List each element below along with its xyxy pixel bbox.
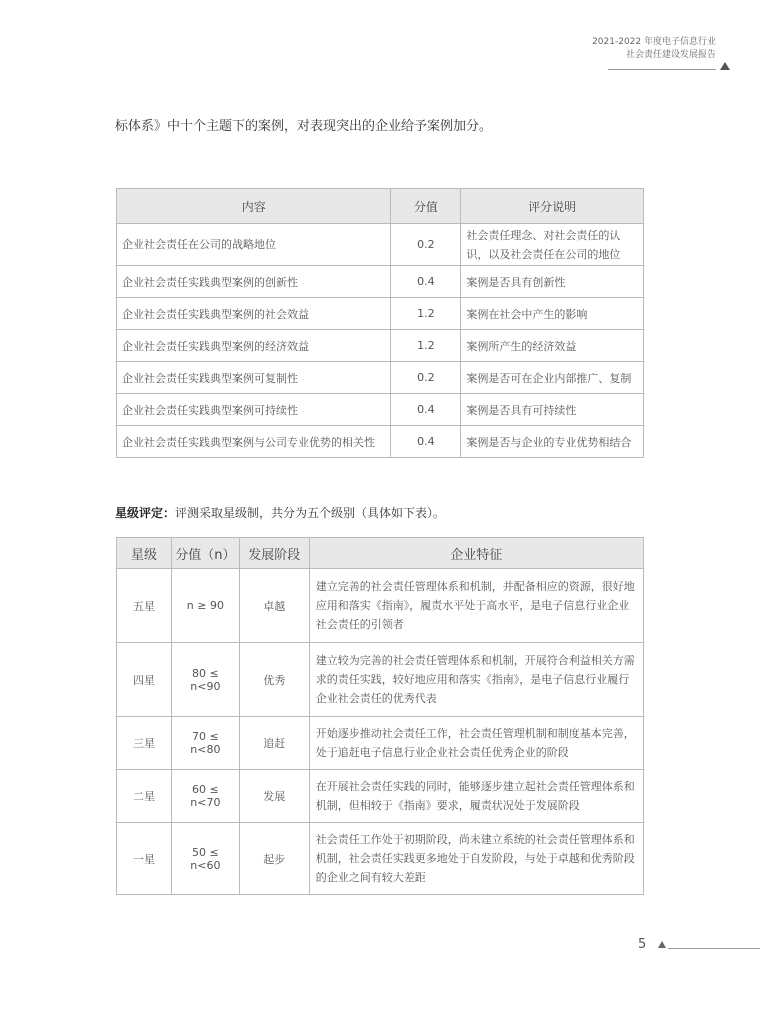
row-star: 三星 bbox=[117, 717, 172, 770]
row-content: 企业社会责任在公司的战略地位 bbox=[117, 224, 391, 266]
row-star: 四星 bbox=[117, 643, 172, 717]
star-rating-text: 评测采取星级制，共分为五个级别（具体如下表）。 bbox=[175, 506, 446, 520]
row-range: n ≥ 90 bbox=[171, 569, 239, 643]
table-row bbox=[117, 266, 644, 298]
column-header-stage: 发展阶段 bbox=[239, 538, 309, 569]
row-note: 案例是否可在企业内部推广、复制 bbox=[461, 362, 644, 394]
row-content: 企业社会责任实践典型案例的经济效益 bbox=[117, 330, 391, 362]
row-score: 0.4 bbox=[391, 426, 461, 458]
row-feature: 建立完善的社会责任管理体系和机制，并配备相应的资源，很好地应用和落实《指南》，履责水平处于高水平，是电子信息行业企业社会责任的引领者 bbox=[309, 569, 643, 643]
table-row bbox=[117, 362, 644, 394]
table-row bbox=[117, 569, 644, 643]
intro-paragraph: 标体系》中十个主题下的案例，对表现突出的企业给予案例加分。 bbox=[115, 119, 493, 134]
table-row bbox=[117, 224, 644, 266]
table-row bbox=[117, 298, 644, 330]
table-header-row bbox=[117, 538, 644, 569]
running-header bbox=[592, 36, 716, 62]
table-row bbox=[117, 717, 644, 770]
row-range: 60 ≤ n<70 bbox=[171, 770, 239, 823]
page-number: 5 bbox=[638, 937, 647, 952]
row-range: 50 ≤ n<60 bbox=[171, 823, 239, 895]
column-header-score: 分值 bbox=[391, 189, 461, 224]
star-rating-table bbox=[116, 537, 644, 895]
row-star: 二星 bbox=[117, 770, 172, 823]
row-star: 五星 bbox=[117, 569, 172, 643]
table-row bbox=[117, 643, 644, 717]
row-note: 案例所产生的经济效益 bbox=[461, 330, 644, 362]
header-triangle-icon bbox=[720, 62, 730, 70]
row-stage: 卓越 bbox=[239, 569, 309, 643]
table-row bbox=[117, 426, 644, 458]
row-feature: 社会责任工作处于初期阶段，尚未建立系统的社会责任管理体系和机制，社会责任实践更多地处于自发阶段，与处于卓越和优秀阶段的企业之间有较大差距 bbox=[309, 823, 643, 895]
star-rating-label: 星级评定： bbox=[115, 506, 176, 520]
row-score: 1.2 bbox=[391, 298, 461, 330]
row-content: 企业社会责任实践典型案例可持续性 bbox=[117, 394, 391, 426]
header-line-2: 社会责任建设发展报告 bbox=[625, 50, 716, 60]
row-stage: 追赶 bbox=[239, 717, 309, 770]
row-score: 0.2 bbox=[391, 224, 461, 266]
row-content: 企业社会责任实践典型案例可复制性 bbox=[117, 362, 391, 394]
row-range: 80 ≤ n<90 bbox=[171, 643, 239, 717]
footer-triangle-icon bbox=[658, 941, 666, 948]
header-line-1: 2021-2022 年度电子信息行业 bbox=[592, 37, 716, 47]
row-feature: 在开展社会责任实践的同时，能够逐步建立起社会责任管理体系和机制，但相较于《指南》要求，履责状况处于发展阶段 bbox=[309, 770, 643, 823]
column-header-range: 分值（n） bbox=[171, 538, 239, 569]
row-content: 企业社会责任实践典型案例与公司专业优势的相关性 bbox=[117, 426, 391, 458]
row-score: 0.4 bbox=[391, 394, 461, 426]
header-rule bbox=[608, 69, 716, 70]
row-star: 一星 bbox=[117, 823, 172, 895]
table-header-row bbox=[117, 189, 644, 224]
row-score: 0.2 bbox=[391, 362, 461, 394]
row-content: 企业社会责任实践典型案例的社会效益 bbox=[117, 298, 391, 330]
row-stage: 起步 bbox=[239, 823, 309, 895]
column-header-star: 星级 bbox=[117, 538, 172, 569]
row-feature: 建立较为完善的社会责任管理体系和机制，开展符合利益相关方需求的责任实践，较好地应用和落实《指南》，是电子信息行业履行企业社会责任的优秀代表 bbox=[309, 643, 643, 717]
table-row bbox=[117, 770, 644, 823]
row-score: 0.4 bbox=[391, 266, 461, 298]
table-row bbox=[117, 330, 644, 362]
row-note: 社会责任理念、对社会责任的认识，以及社会责任在公司的地位 bbox=[461, 224, 644, 266]
row-score: 1.2 bbox=[391, 330, 461, 362]
row-content: 企业社会责任实践典型案例的创新性 bbox=[117, 266, 391, 298]
row-stage: 优秀 bbox=[239, 643, 309, 717]
row-note: 案例是否具有创新性 bbox=[461, 266, 644, 298]
row-stage: 发展 bbox=[239, 770, 309, 823]
scoring-table bbox=[116, 188, 644, 458]
column-header-note: 评分说明 bbox=[461, 189, 644, 224]
table-row bbox=[117, 823, 644, 895]
row-note: 案例是否与企业的专业优势相结合 bbox=[461, 426, 644, 458]
column-header-feature: 企业特征 bbox=[309, 538, 643, 569]
star-rating-intro bbox=[115, 504, 445, 521]
row-note: 案例在社会中产生的影响 bbox=[461, 298, 644, 330]
footer-rule bbox=[668, 948, 760, 949]
row-range: 70 ≤ n<80 bbox=[171, 717, 239, 770]
row-feature: 开始逐步推动社会责任工作，社会责任管理机制和制度基本完善，处于追赶电子信息行业企业社会责任优秀企业的阶段 bbox=[309, 717, 643, 770]
row-note: 案例是否具有可持续性 bbox=[461, 394, 644, 426]
column-header-content: 内容 bbox=[117, 189, 391, 224]
table-row bbox=[117, 394, 644, 426]
